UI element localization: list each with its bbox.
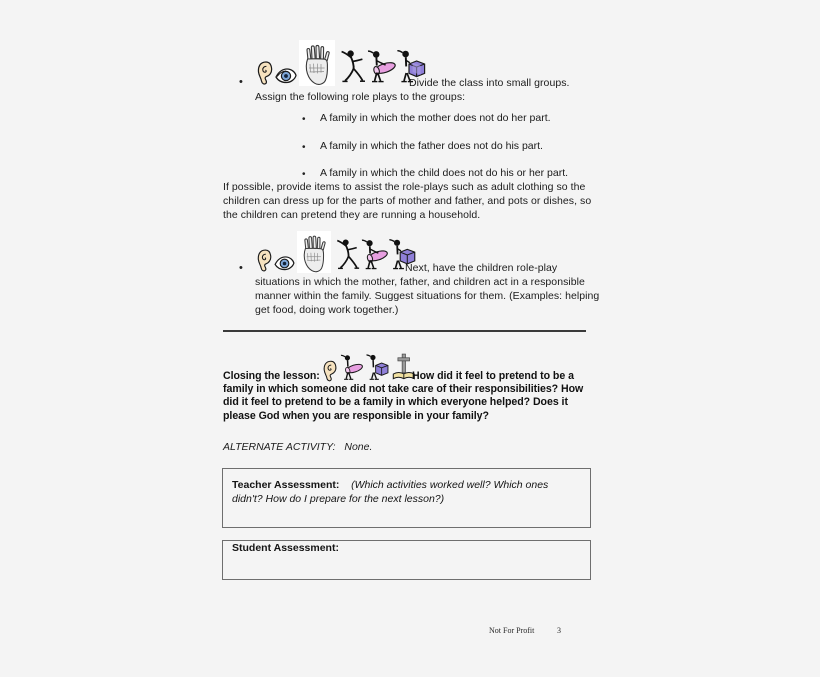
closing-text-start — [412, 370, 588, 383]
student-assessment-label: Student Assessment: — [232, 542, 339, 554]
sub-bullet-marker: • — [302, 114, 306, 125]
bullet-marker: • — [239, 262, 243, 274]
section-divider — [223, 330, 586, 332]
closing-text: How did it feel to pretend to be a — [412, 370, 574, 382]
activity-two-text: Next, have the children role-play — [405, 262, 558, 274]
alternate-activity-label: ALTERNATE ACTIVITY: — [223, 441, 336, 453]
sub-bullet-marker: • — [302, 142, 306, 153]
ear-icon — [256, 249, 273, 272]
role-play-item: A family in which the father does not do his part. — [320, 140, 543, 152]
teacher-assessment-label: Teacher Assessment: — [232, 479, 340, 491]
figure-carrying-log-icon — [339, 352, 365, 382]
footer-label: Not For Profit — [489, 626, 535, 635]
bullet-marker: • — [239, 76, 243, 88]
activity-one-note: If possible, provide items to assist the role-plays such as adult clothing so the children can dress up for the parts of mother and father, and pots or dishes, so the children can pretend they are running a household. — [223, 181, 592, 222]
teacher-assessment-prompt: (Which activities worked well? Which ones didn't? How do I prepare for the next lesson?) — [232, 479, 549, 505]
ear-icon — [322, 360, 338, 382]
activity-two-text-continued: situations in which the mother, father, and children act in a responsible manner within the family. Suggest situations for them. (Examples: helping get food, doing work together.) — [255, 276, 600, 317]
stretch-figure-icon — [333, 236, 361, 272]
sub-bullet-marker: • — [302, 169, 306, 180]
figure-carrying-log-icon — [361, 236, 389, 272]
closing-text-continued: family in which someone did not take care of their responsibilities? How did it feel to pretend to be a family in which everyone helped? Does it please God when you are responsible in your family? — [223, 383, 584, 422]
alternate-activity-line — [223, 441, 372, 453]
activity-one-icon-strip — [256, 45, 427, 85]
stretch-figure-icon — [337, 47, 367, 85]
figure-carrying-box-icon — [365, 352, 391, 382]
role-play-item: A family in which the child does not do his or her part. — [320, 167, 569, 179]
ear-icon — [256, 61, 274, 85]
alternate-activity-value: None. — [344, 441, 373, 453]
hand-icon — [297, 231, 331, 273]
role-play-item: A family in which the mother does not do her part. — [320, 112, 551, 124]
closing-the-lesson-label: Closing the lesson: — [223, 370, 320, 382]
hand-icon — [299, 40, 335, 86]
footer-page-number: 3 — [557, 626, 561, 635]
activity-one-intro-line: Divide the class into small groups. — [409, 77, 570, 89]
activity-two-icon-strip — [256, 236, 417, 272]
eye-icon — [274, 256, 295, 271]
activity-one-intro-line2: Assign the following role plays to the groups: — [255, 91, 466, 103]
teacher-assessment-content — [232, 478, 577, 506]
activity-two-text-start — [405, 261, 597, 275]
figure-carrying-log-icon — [367, 47, 397, 85]
eye-icon — [275, 68, 297, 84]
closing-icon-strip — [322, 352, 416, 382]
